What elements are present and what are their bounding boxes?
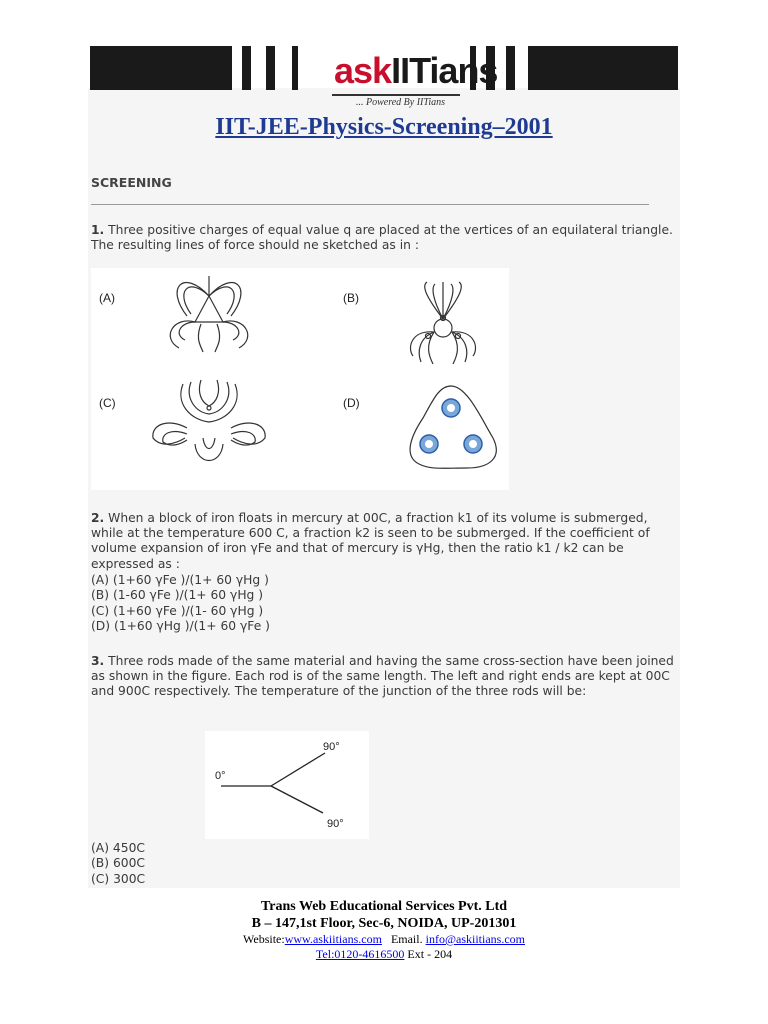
option-b-label: (B) — [343, 291, 359, 305]
question-text: Three rods made of the same material and having the same cross-section have been joined as shown in the figure. Each rod is of the same length. The left and right ends are kept at 00C and 900C respectively. The temperature of the junction of the three rods will be: — [91, 654, 674, 699]
option-c: (C) 300C — [91, 871, 146, 886]
question-1 — [91, 223, 681, 253]
header-banner-left — [90, 46, 232, 90]
logo-underline — [332, 94, 460, 96]
rod-lower — [271, 786, 323, 813]
section-heading: SCREENING — [91, 175, 172, 190]
option-d: (D) (1+60 γHg )/(1+ 60 γFe ) — [91, 618, 270, 633]
option-b: (B) 600C — [91, 856, 145, 871]
option-a-label: (A) — [99, 291, 115, 305]
option-b: (B) (1-60 γFe )/(1+ 60 γHg ) — [91, 588, 264, 603]
website-label: Website: — [243, 932, 285, 946]
option-c-diagram — [153, 380, 265, 461]
option-d-label: (D) — [343, 396, 360, 410]
company-name: Trans Web Educational Services Pvt. Ltd — [260, 899, 508, 914]
page-footer — [0, 898, 768, 962]
divider — [91, 204, 649, 205]
rods — [221, 753, 325, 813]
askiitians-logo: askIITians — [334, 50, 498, 91]
option-a: (A) (1+60 γFe )/(1+ 60 γHg ) — [91, 573, 269, 587]
option-a: (A) 450C — [91, 841, 145, 855]
lower-end-label: 90° — [327, 818, 344, 830]
phone-line — [0, 947, 768, 962]
left-end-label: 0° — [215, 770, 226, 782]
website-link[interactable]: www.askiitians.com — [284, 932, 382, 946]
question-number: 1. — [91, 223, 105, 237]
question-text: When a block of iron floats in mercury at 00C, a fraction k1 of its volume is submerged, while at the temperature 600 C, a fraction k2 is seen to be submerged. If the coefficient of volume expansion of iron γFe and that of mercury is γHg, then the ratio k1 / k2 can be expressed as : — [91, 511, 650, 571]
question-number: 2. — [91, 511, 105, 525]
email-link[interactable]: info@askiitians.com — [425, 932, 525, 946]
option-c-label: (C) — [99, 396, 116, 410]
page-title: IIT-JEE-Physics-Screening–2001 — [215, 114, 553, 140]
question-2-options — [91, 573, 270, 634]
upper-end-label: 90° — [323, 741, 340, 753]
tagline: ... Powered By IITians — [356, 97, 446, 108]
option-d-diagram — [410, 386, 496, 468]
rods-junction-figure — [205, 731, 369, 839]
question-text: Three positive charges of equal value q are placed at the vertices of an equilateral triangle. The resulting lines of force should ne sketched as in : — [91, 223, 673, 253]
question-3-options — [91, 841, 145, 887]
field-lines-figure — [91, 268, 509, 490]
banner-stripe — [266, 46, 275, 90]
rod-upper — [271, 753, 325, 786]
banner-stripe — [506, 46, 515, 90]
banner-stripe — [242, 46, 251, 90]
email-label: Email. — [390, 932, 423, 946]
option-a-diagram — [170, 276, 247, 352]
phone-link[interactable]: Tel:0120-4616500 — [315, 947, 405, 961]
phone-extension: Ext - 204 — [407, 947, 453, 961]
question-2 — [91, 511, 681, 572]
option-c: (C) (1+60 γFe )/(1- 60 γHg ) — [91, 603, 264, 618]
question-3 — [91, 654, 681, 700]
banner-stripe — [292, 46, 298, 90]
contact-line — [0, 932, 768, 947]
header-banner-right — [528, 46, 678, 90]
option-b-diagram — [411, 282, 476, 364]
company-address: B – 147,1st Floor, Sec-6, NOIDA, UP-201301 — [251, 916, 517, 931]
question-number: 3. — [91, 654, 105, 668]
